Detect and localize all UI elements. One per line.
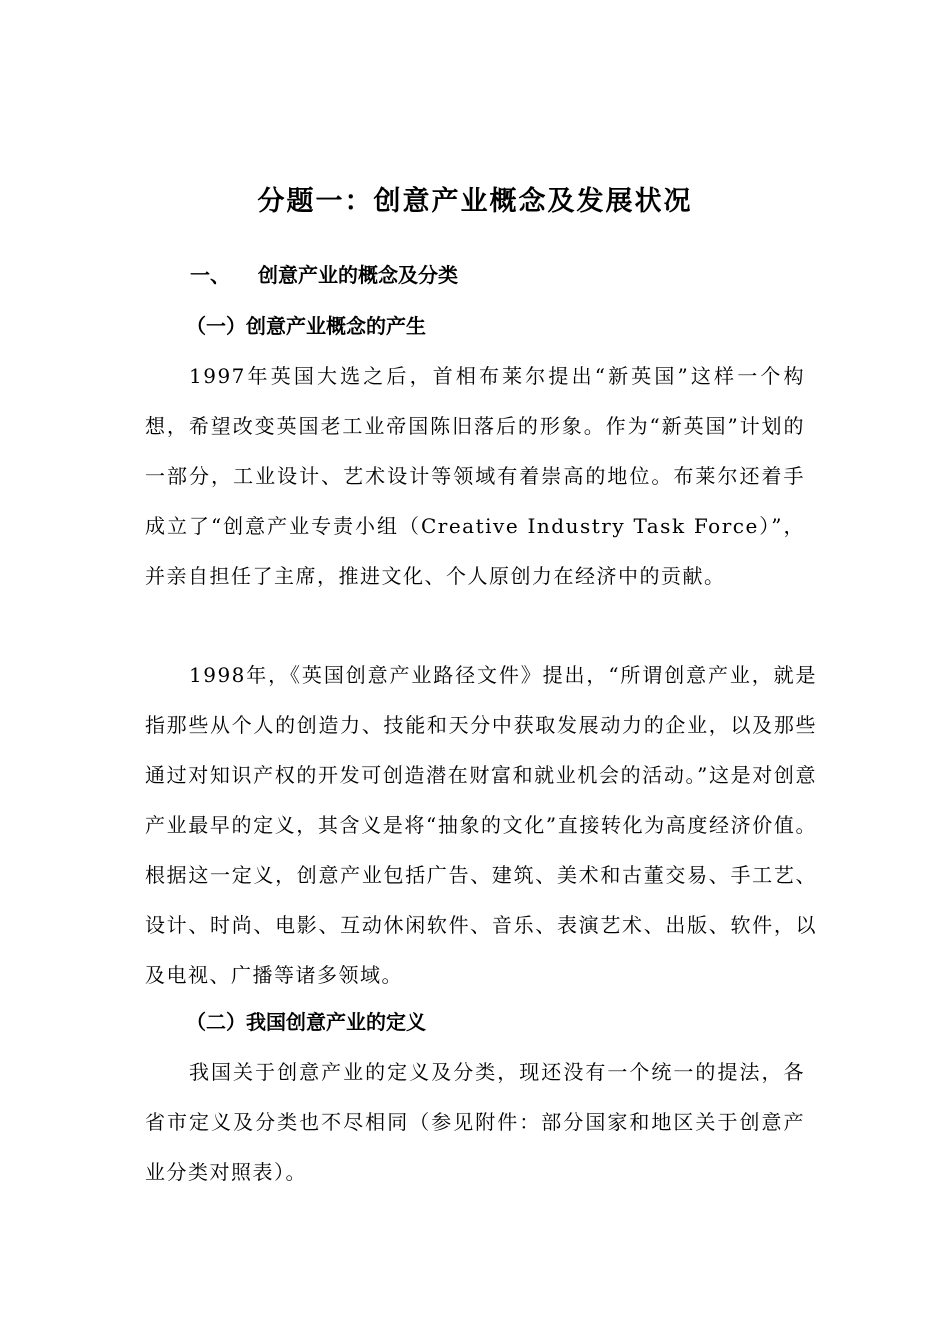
subsection-heading-origin: （一）创意产业概念的产生 — [186, 314, 426, 338]
paragraph-uk-1997: 1997年英国大选之后，首相布莱尔提出“新英国”这样一个构想，希望改变英国老工业帝国陈旧落后的形象。作为“新英国”计划的一部分，工业设计、艺术设计等领域有着崇高的地位。布莱尔还着手成立了“创意产业专责小组（Creative Industry Task Force）”，并亲自担任了主席，推进文化、个人原创力在经济中的贡献。 — [145, 364, 805, 588]
paragraph-china-definition: 我国关于创意产业的定义及分类，现还没有一个统一的提法，各省市定义及分类也不尽相同（参见附件：部分国家和地区关于创意产业分类对照表）。 — [145, 1060, 805, 1184]
document-title: 分题一：创意产业概念及发展状况 — [257, 186, 693, 217]
subsection-heading-china-definition: （二）我国创意产业的定义 — [186, 1010, 426, 1034]
section-heading — [190, 258, 458, 292]
section-number: 一、 — [190, 263, 230, 287]
paragraph-uk-1998-definition: 1998年，《英国创意产业路径文件》提出，“所谓创意产业，就是指那些从个人的创造力、技能和天分中获取发展动力的企业，以及那些通过对知识产权的开发可创造潜在财富和就业机会的活动。”这是对创意产业最早的定义，其含义是将“抽象的文化”直接转化为高度经济价值。根据这一定义，创意产业包括广告、建筑、美术和古董交易、手工艺、设计、时尚、电影、互动休闲软件、音乐、表演艺术、出版、软件，以及电视、广播等诸多领域。 — [145, 663, 817, 987]
section-heading-text: 创意产业的概念及分类 — [258, 263, 458, 287]
